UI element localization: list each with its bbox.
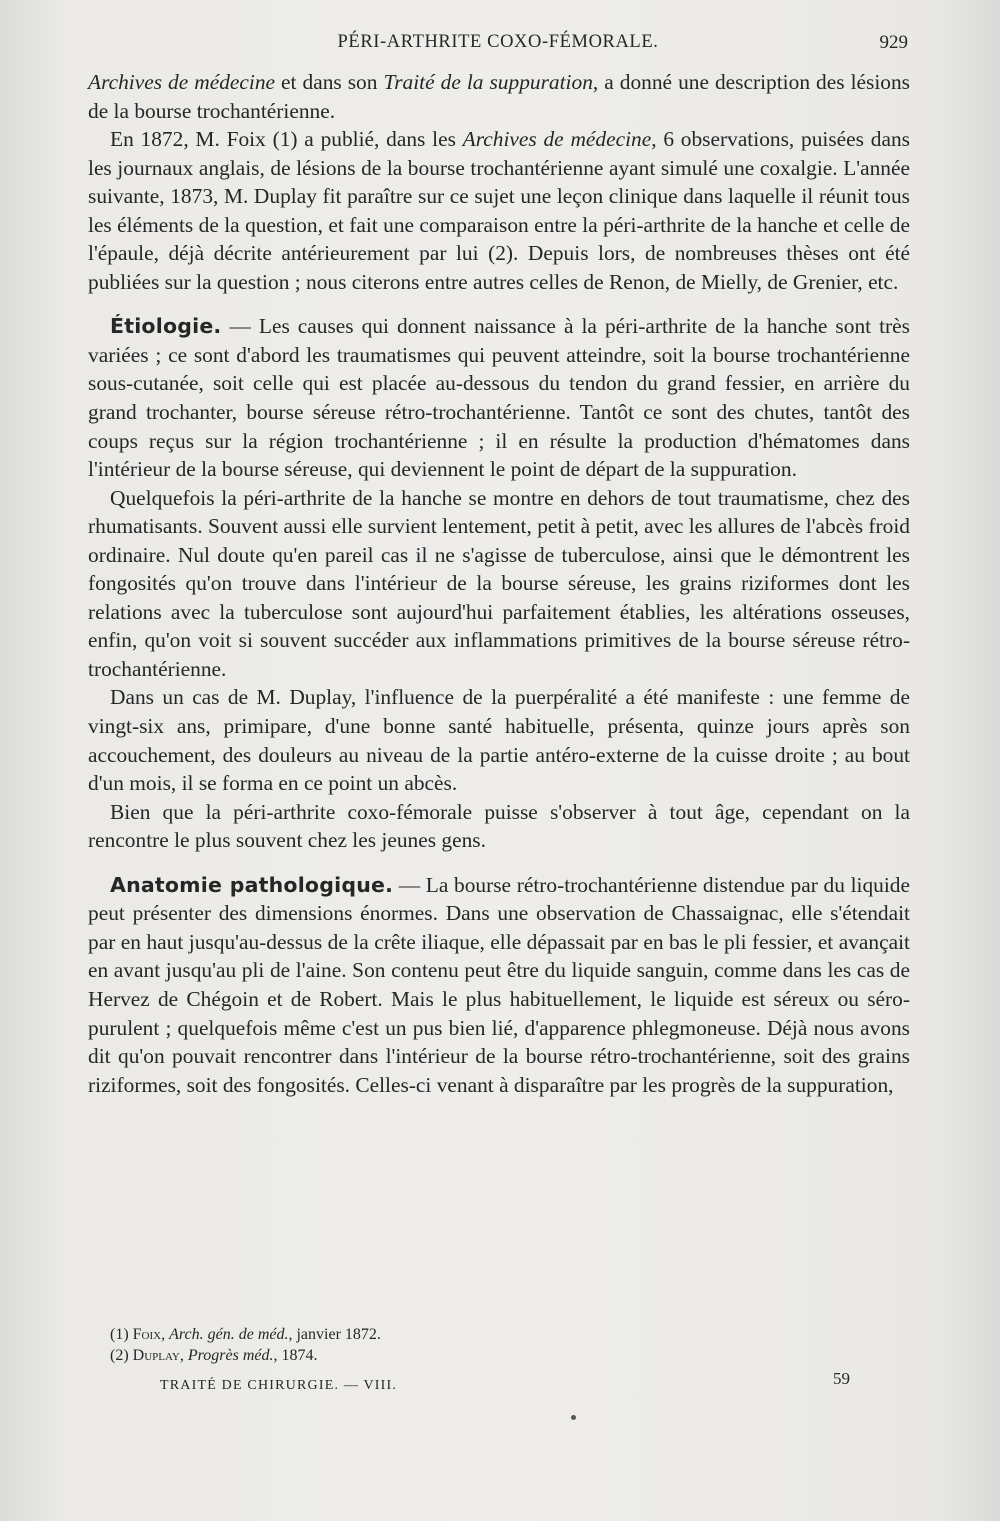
paragraph-text: , 6 observations, puisées dans les journaux anglais, de lésions de la bourse trochantérienne ayant simulé une coxalgie. L'année suivante, 1873, M. Duplay fit paraître sur ce sujet une leçon clinique dans laquelle il réunit tous les éléments de la question, et fait une comparaison entre la péri-arthrite de la hanche et celle de l'épaule, déjà décrite antérieurement par lui bbox=[88, 127, 910, 266]
paragraph-puerperalite: Dans un cas de M. Duplay, l'influence de la puerpéralité a été manifeste : une femme de vingt-six ans, primipare, d'une bonne santé habituelle, présenta, quinze jours après son accouchement, des douleurs au niveau de la partie antéro-externe de la cuisse droite ; au bout d'un mois, il se forma en ce point un abcès. bbox=[88, 685, 910, 796]
footnote-source: Progrès méd. bbox=[187, 1347, 274, 1364]
footnote-ref: (1) bbox=[272, 127, 298, 152]
footnote-date: , janvier 1872. bbox=[288, 1326, 381, 1343]
paragraph-text: — Les causes qui donnent naissance à la péri-arthrite de la hanche sont très variées ; ce sont d'abord les traumatismes qui peuvent atteindre, soit la bourse trochantérienne sous-cutanée, soit celle qui est placée au-dessous du tendon du grand fessier, en arrière du grand trochanter, bourse séreuse rétro-trochantérienne. Tantôt ce sont des chutes, tantôt des coups reçus sur la région trochantérienne ; il en résulte la production d'hématomes dans l'intérieur de la bourse séreuse, qui deviennent le point de départ de la suppuration. bbox=[88, 314, 910, 482]
footnote-mark: (2) bbox=[110, 1347, 129, 1364]
footnotes bbox=[110, 1324, 710, 1366]
paragraph-text: . Depuis lors, de nombreuses thèses ont été publiées sur la question ; nous citerons entre autres celles de Renon, de Mielly, de Grenier, etc. bbox=[88, 241, 910, 294]
footnote-ref: (2) bbox=[488, 241, 514, 266]
paragraph-text: a publié, dans les bbox=[297, 127, 463, 152]
footnote-author: Duplay bbox=[132, 1347, 180, 1364]
footnote bbox=[110, 1345, 710, 1366]
paragraph-continued bbox=[88, 68, 910, 125]
section-anatomie bbox=[88, 871, 910, 1099]
footnote-separator: , bbox=[161, 1326, 170, 1343]
footnote-date: , 1874. bbox=[273, 1347, 318, 1364]
running-title: PÉRI-ARTHRITE COXO-FÉMORALE. bbox=[337, 32, 659, 52]
ink-speck bbox=[571, 1415, 576, 1420]
footnote-separator: , bbox=[179, 1347, 188, 1364]
paragraph-rhumatisme: Quelquefois la péri-arthrite de la hanche se montre en dehors de tout traumatisme, chez des rhumatisants. Souvent aussi elle survient lentement, petit à petit, avec les allures de l'abcès froid ordinaire. Nul doute qu'en pareil cas il ne s'agisse de tuberculose, ainsi que le démontrent les fongosités qu'on trouve dans l'intérieur de la bourse séreuse, les grains riziformes dont les relations avec la tuberculose sont aujourd'hui parfaitement établies, les altérations osseuses, enfin, qu'on voit si souvent succéder aux inflammations primitives de la bourse séreuse rétro-trochantérienne. bbox=[88, 485, 910, 681]
paragraph-text: , a donné une description des lésions de la bourse trochantérienne. bbox=[88, 70, 910, 123]
body-text bbox=[88, 68, 910, 1099]
paragraph-text: et dans son bbox=[275, 70, 384, 94]
section-etiologie bbox=[88, 312, 910, 483]
page-header bbox=[88, 32, 908, 62]
signature-mark: 59 bbox=[833, 1369, 850, 1388]
paragraph-text: — La bourse rétro-trochantérienne distendue par du liquide peut présenter des dimensions énormes. Dans une observation de Chassaignac, elle s'étendait par en haut jusqu'au-dessus de la crête iliaque, elle dépassait par en bas le pli fessier, et avançait en avant jusqu'au pli de l'aine. Son contenu peut être du liquide sanguin, comme dans les cas de Hervez de Chégoin et de Robert. Mais le plus habituellement, le liquide est séreux ou séro-purulent ; quelquefois même c'est un pus bien lié, d'apparence phlegmoneuse. Déjà nous avons dit qu'on pouvait rencontrer dans l'intérieur de la bourse rétro-trochantérienne, soit des grains riziformes, soit des fongosités. Celles-ci venant à disparaître par les progrès de la suppuration, bbox=[88, 872, 910, 1097]
footer-title: TRAITÉ DE CHIRURGIE. — VIII. bbox=[160, 1378, 398, 1393]
section-heading: Étiologie. bbox=[110, 314, 222, 339]
section-heading: Anatomie pathologique. bbox=[110, 872, 394, 897]
page-number: 929 bbox=[879, 32, 908, 53]
journal-title: Archives de médecine bbox=[88, 70, 276, 94]
footnote-source: Arch. gén. de méd. bbox=[169, 1326, 289, 1343]
paragraph-age: Bien que la péri-arthrite coxo-fémorale puisse s'observer à tout âge, cependant on la rencontre le plus souvent chez les jeunes gens. bbox=[88, 799, 910, 853]
paragraph-text: En 1872, M. Foix bbox=[110, 127, 273, 152]
treatise-title: Traité de la suppuration bbox=[383, 70, 593, 94]
footnote-author: Foix bbox=[132, 1326, 162, 1343]
journal-title: Archives de médecine bbox=[462, 127, 652, 152]
footnote bbox=[110, 1324, 710, 1345]
paragraph-history bbox=[88, 125, 910, 296]
footnote-mark: (1) bbox=[110, 1326, 129, 1343]
